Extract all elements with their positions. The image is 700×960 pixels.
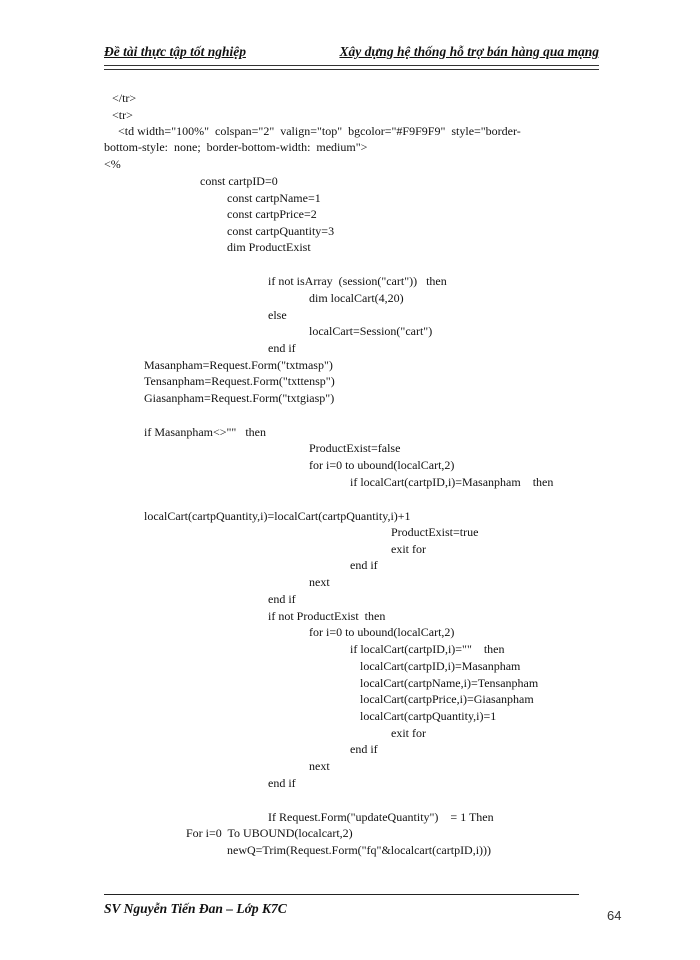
code-line: ProductExist=false: [309, 441, 401, 455]
footer-author: SV Nguyễn Tiến Đan – Lớp K7C: [104, 901, 287, 916]
code-line: const cartpName=1: [227, 191, 321, 205]
code-line: end if: [268, 592, 296, 606]
code-line: Masanpham=Request.Form("txtmasp"): [144, 358, 333, 372]
code-line: end if: [350, 742, 378, 756]
code-line: </tr>: [112, 91, 137, 105]
code-line: localCart(cartpQuantity,i)=localCart(cartpQuantity,i)+1: [144, 509, 411, 523]
code-line: For i=0 To UBOUND(localcart,2): [186, 826, 353, 840]
code-line: if not isArray (session("cart")) then: [268, 274, 447, 288]
header-title-right: Xây dựng hệ thống hỗ trợ bán hàng qua mạng: [339, 44, 599, 59]
code-line: next: [309, 759, 330, 773]
code-line: dim ProductExist: [227, 240, 311, 254]
page-number: 64: [607, 908, 622, 923]
code-line: bottom-style: none; border-bottom-width: medium">: [104, 140, 368, 154]
code-line: exit for: [391, 726, 426, 740]
header-title-left: Đề tài thực tập tốt nghiệp: [104, 44, 246, 59]
code-line: <%: [104, 157, 121, 171]
code-line: If Request.Form("updateQuantity") = 1 Then: [268, 810, 494, 824]
code-line: newQ=Trim(Request.Form("fq"&localcart(cartpID,i))): [227, 843, 492, 857]
footer-divider: [104, 894, 579, 895]
code-line: const cartpID=0: [200, 174, 278, 188]
code-line: localCart(cartpID,i)=Masanpham: [360, 659, 521, 673]
code-line: Giasanpham=Request.Form("txtgiasp"): [144, 391, 335, 405]
code-line: end if: [350, 558, 378, 572]
code-line: <tr>: [112, 108, 133, 122]
code-line: dim localCart(4,20): [309, 291, 404, 305]
code-line: next: [309, 575, 330, 589]
code-line: ProductExist=true: [391, 525, 479, 539]
code-line: localCart=Session("cart"): [309, 324, 433, 338]
code-line: for i=0 to ubound(localCart,2): [309, 625, 455, 639]
code-line: const cartpQuantity=3: [227, 224, 335, 238]
code-line: if localCart(cartpID,i)=Masanpham then: [350, 475, 554, 489]
code-line: localCart(cartpName,i)=Tensanpham: [360, 676, 539, 690]
code-line: const cartpPrice=2: [227, 207, 317, 221]
code-line: exit for: [391, 542, 426, 556]
code-line: if localCart(cartpID,i)="" then: [350, 642, 505, 656]
code-line: <td width="100%" colspan="2" valign="top" bgcolor="#F9F9F9" style="border-: [118, 124, 521, 138]
code-line: localCart(cartpQuantity,i)=1: [360, 709, 497, 723]
code-line: Tensanpham=Request.Form("txttensp"): [144, 374, 335, 388]
code-line: if Masanpham<>"" then: [144, 425, 266, 439]
code-line: end if: [268, 341, 296, 355]
code-line: else: [268, 308, 287, 322]
code-line: localCart(cartpPrice,i)=Giasanpham: [360, 692, 534, 706]
code-line: end if: [268, 776, 296, 790]
code-line: if not ProductExist then: [268, 609, 386, 623]
code-line: for i=0 to ubound(localCart,2): [309, 458, 455, 472]
